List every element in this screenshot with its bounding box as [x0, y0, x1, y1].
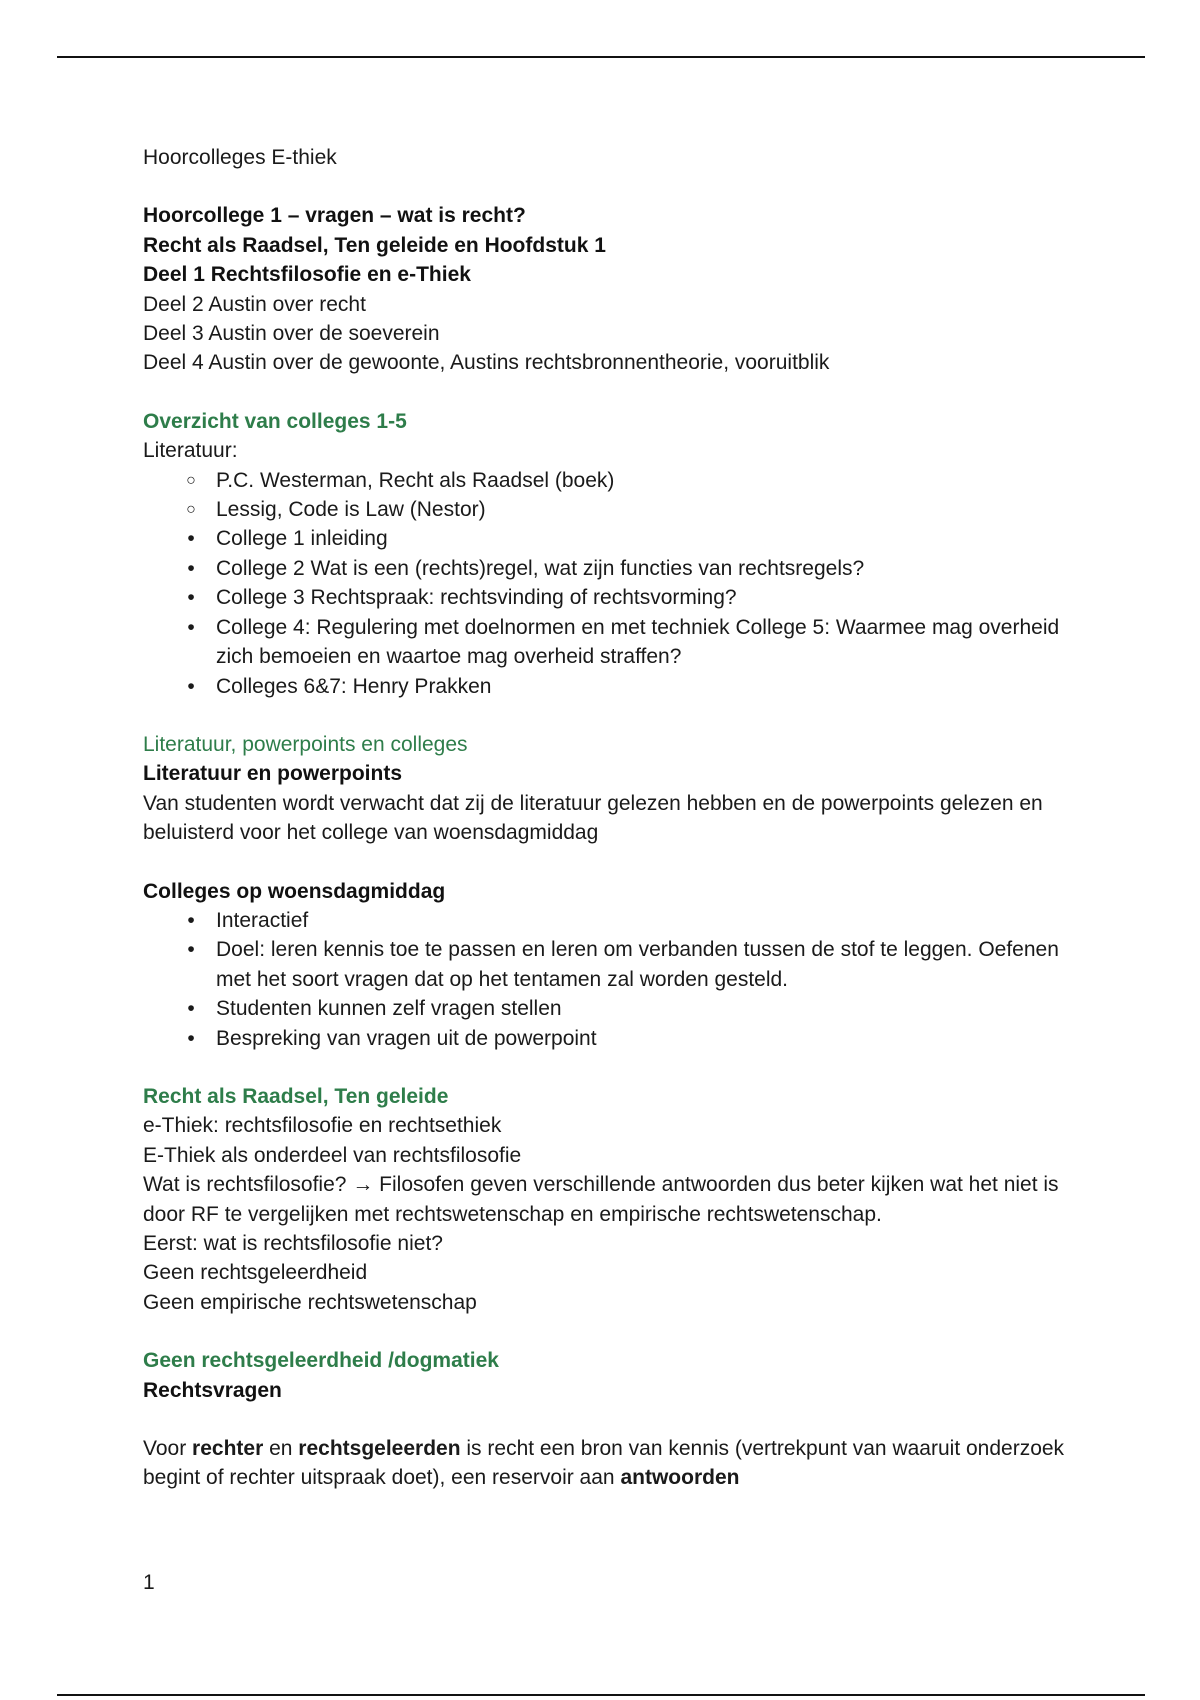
text-line: Geen rechtsgeleerdheid: [143, 1261, 368, 1285]
paragraph-recht-bron: Voor rechter en rechtsgeleerden is recht een bron van kennis (vertrekpunt van waaruit onderzoek begint of rechter uitspraak doet), een reservoir aan antwoorden: [143, 1437, 1065, 1490]
header-rule: [57, 56, 1145, 58]
text-line: Geen empirische rechtswetenschap: [143, 1290, 477, 1314]
list-item: • Colleges 6&7: Henry Prakken: [143, 672, 1083, 701]
bullet-icon: •: [187, 908, 195, 932]
bullet-icon: •: [187, 938, 195, 962]
list-item: ○ P.C. Westerman, Recht als Raadsel (boek): [143, 466, 1083, 495]
list-item: • Doel: leren kennis toe te passen en leren om verbanden tussen de stof te leggen. Oefenen met het soort vragen dat op het tentamen zal worden gesteld.: [143, 935, 1083, 994]
section-heading-dogmatiek: Geen rechtsgeleerdheid /dogmatiek: [143, 1349, 499, 1373]
bullet-icon: •: [187, 997, 195, 1021]
list-item: • Interactief: [143, 906, 1083, 935]
literature-list: [143, 466, 1083, 701]
circle-bullet-icon: ○: [186, 501, 196, 519]
paragraph-what-is-rf: Wat is rechtsfilosofie? → Filosofen geven verschillende antwoorden dus beter kijken wat het niet is door RF te vergelijken met rechtswetenschap en empirische rechtswetenschap.: [143, 1173, 1059, 1226]
doc-title: Hoorcolleges E-thiek: [143, 146, 337, 169]
page-number: 1: [143, 1571, 155, 1594]
section-heading-overzicht: Overzicht van colleges 1-5: [143, 409, 407, 433]
section-heading-literatuur: Literatuur, powerpoints en colleges: [143, 732, 468, 756]
section-heading-raadsel: Recht als Raadsel, Ten geleide: [143, 1084, 449, 1108]
list-item: • Bespreking van vragen uit de powerpoint: [143, 1024, 1083, 1053]
part-1-heading: Deel 1 Rechtsfilosofie en e-Thiek: [143, 263, 471, 287]
subheading-colleges-woensdag: Colleges op woensdagmiddag: [143, 879, 446, 903]
list-item: • College 4: Regulering met doelnormen en met techniek College 5: Waarmee mag overheid zich bemoeien en waartoe mag overheid straffen?: [143, 613, 1083, 672]
subheading-literatuur-powerpoints: Literatuur en powerpoints: [143, 762, 403, 786]
text-line: Eerst: wat is rechtsfilosofie niet?: [143, 1232, 443, 1255]
text-line: e-Thiek: rechtsfilosofie en rechtsethiek: [143, 1114, 502, 1138]
footer-rule: [57, 1694, 1145, 1696]
list-item: • Studenten kunnen zelf vragen stellen: [143, 994, 1083, 1023]
circle-bullet-icon: ○: [186, 471, 196, 489]
part-2-line: Deel 2 Austin over recht: [143, 292, 366, 316]
subheading-rechtsvragen: Rechtsvragen: [143, 1378, 282, 1402]
bullet-icon: •: [187, 1026, 195, 1050]
text-line: E-Thiek als onderdeel van rechtsfilosofie: [143, 1143, 522, 1167]
bullet-icon: •: [187, 615, 195, 639]
bullet-icon: •: [187, 556, 195, 580]
colleges-list: [143, 906, 1083, 1053]
arrow-right-icon: →: [352, 1173, 374, 1197]
list-item: • College 3 Rechtspraak: rechtsvinding of rechtsvorming?: [143, 583, 1083, 612]
literature-label: Literatuur:: [143, 439, 238, 463]
lecture-heading: Hoorcollege 1 – vragen – wat is recht?: [143, 204, 526, 228]
list-item: • College 2 Wat is een (rechts)regel, wat zijn functies van rechtsregels?: [143, 554, 1083, 583]
lecture-subheading: Recht als Raadsel, Ten geleide en Hoofdstuk 1: [143, 233, 606, 257]
part-4-line: Deel 4 Austin over de gewoonte, Austins rechtsbronnentheorie, vooruitblik: [143, 351, 830, 375]
part-3-line: Deel 3 Austin over de soeverein: [143, 322, 440, 346]
document-body: [143, 143, 1083, 1493]
paragraph-expectations: Van studenten wordt verwacht dat zij de literatuur gelezen hebben en de powerpoints gelezen en beluisterd voor het college van woensdagmiddag: [143, 791, 1043, 845]
list-item: • College 1 inleiding: [143, 524, 1083, 553]
bullet-icon: •: [187, 674, 195, 698]
list-item: ○ Lessig, Code is Law (Nestor): [143, 495, 1083, 524]
bullet-icon: •: [187, 586, 195, 610]
bullet-icon: •: [187, 527, 195, 551]
